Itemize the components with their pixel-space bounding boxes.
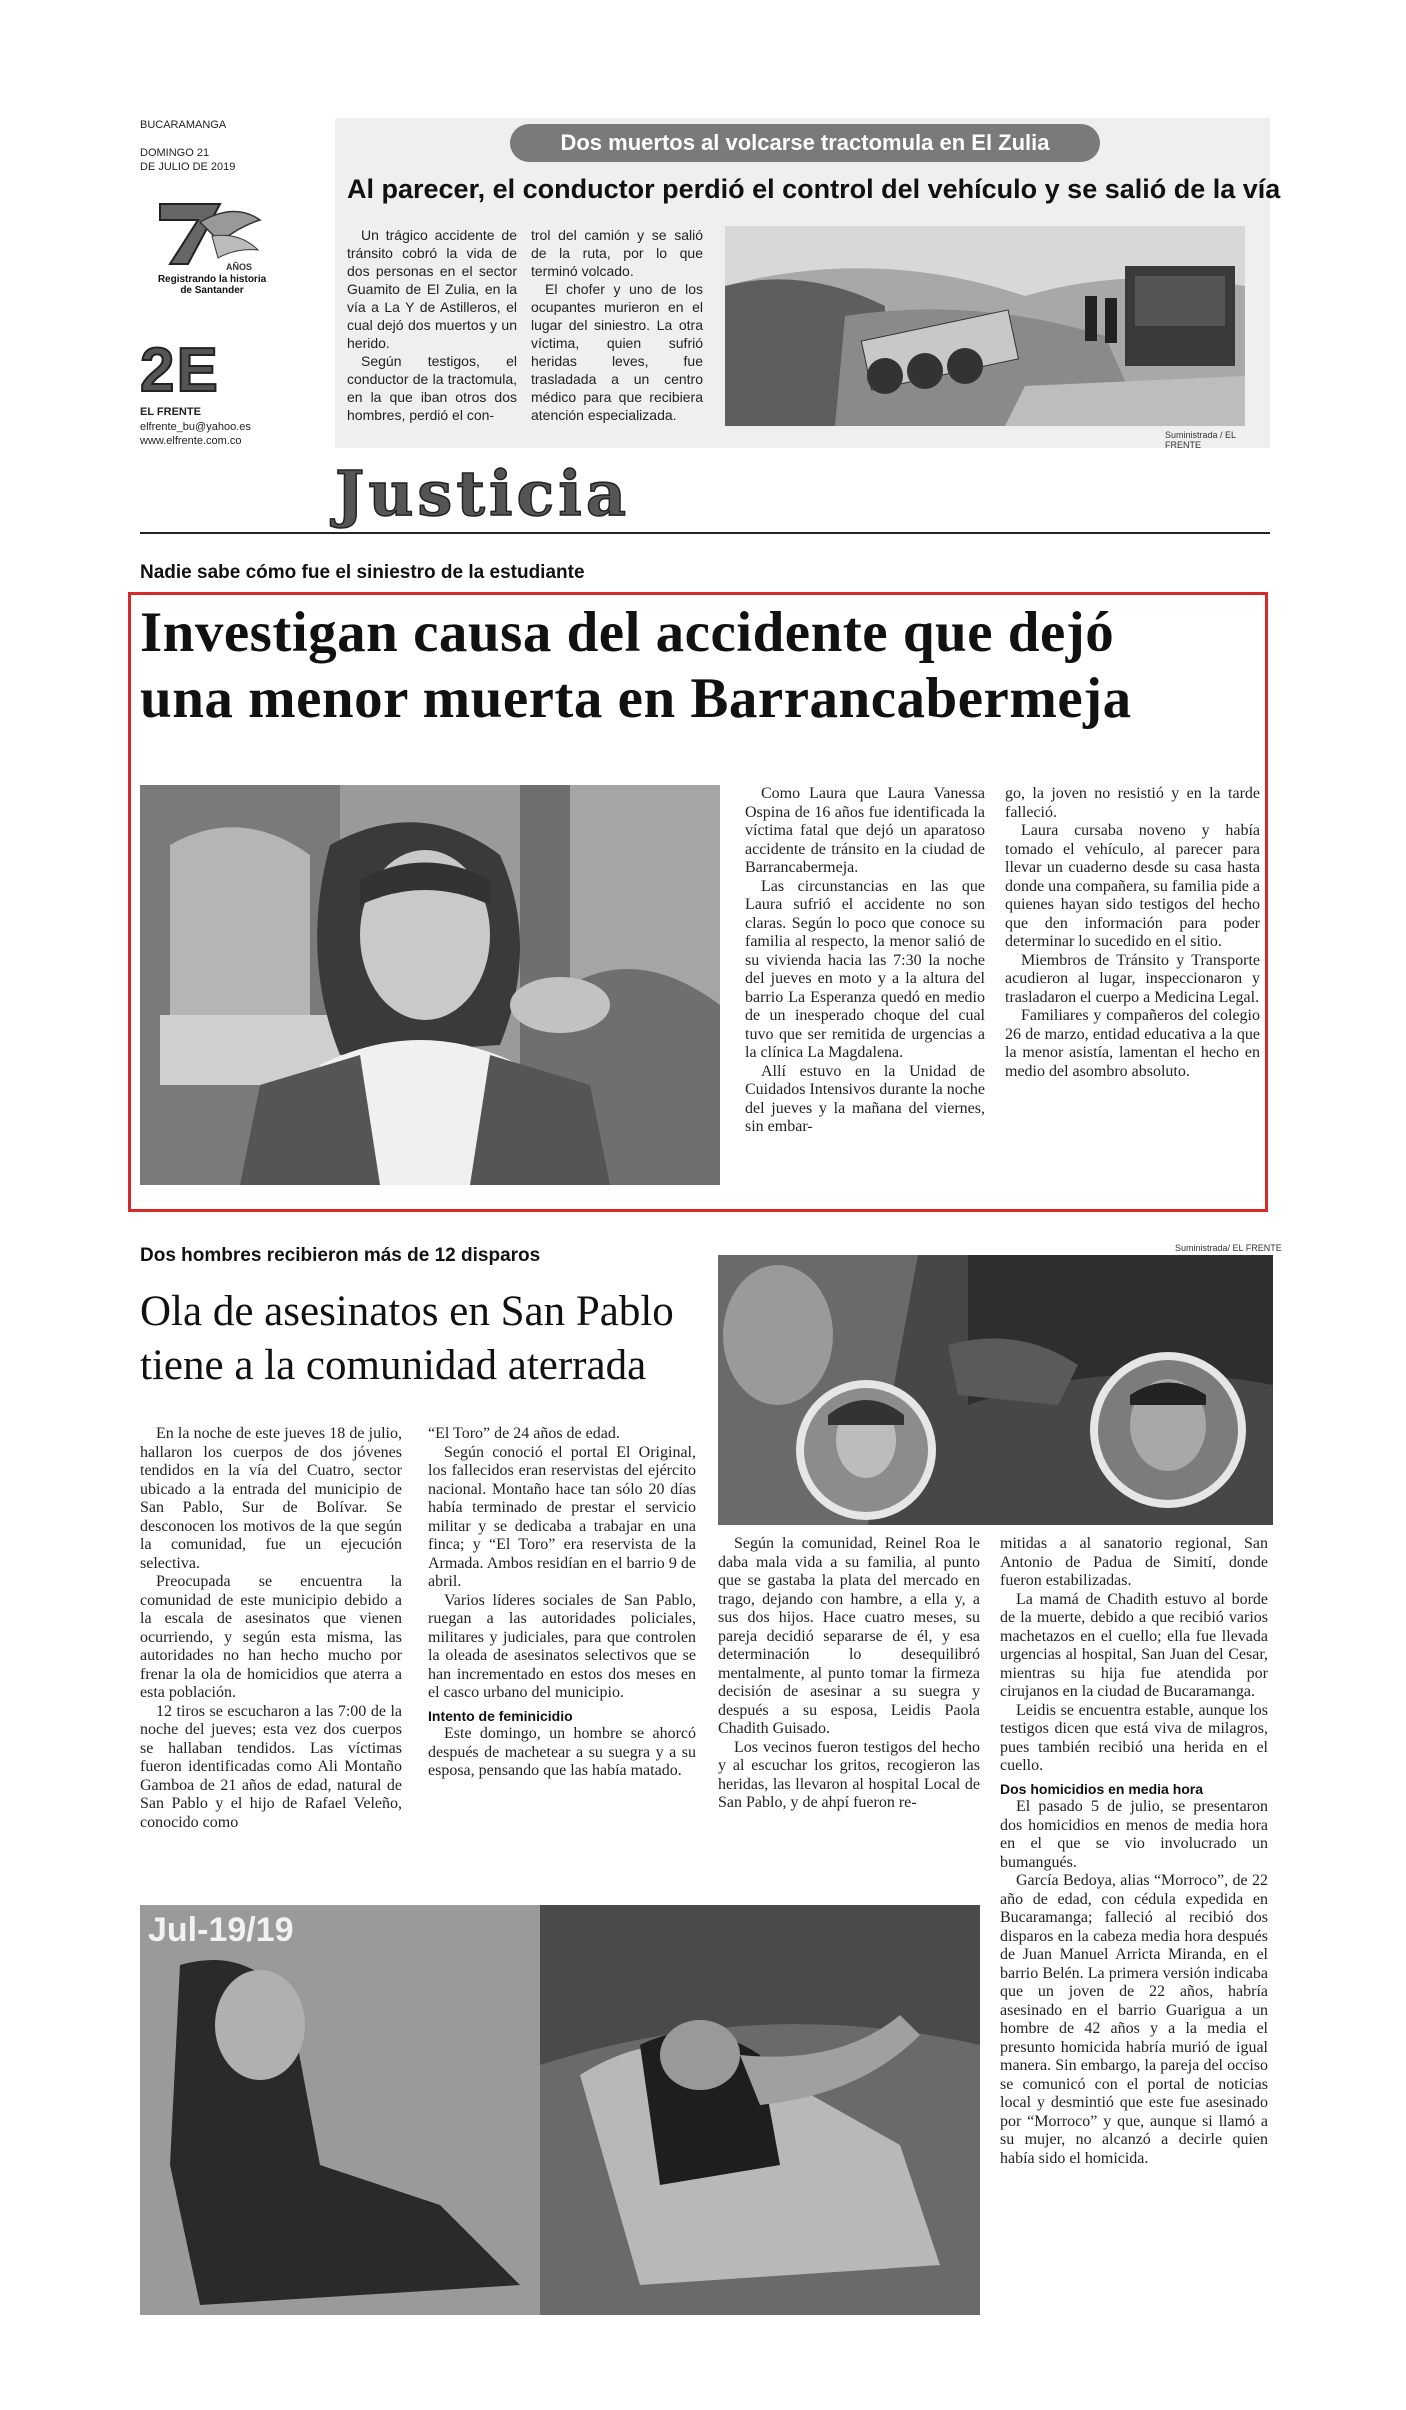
paragraph: go, la joven no resistió y en la tarde falleció. [1005,785,1260,821]
paragraph: 12 tiros se escucharon a las 7:00 de la noche del jueves; esta vez dos cuerpos se hallaban tendidos. Las víctimas fueron identificadas como Ali Montaño Gamboa de 21 años de edad, natural de San Pablo y el hijo de Rafael Veleño, conocido como [140,1702,402,1831]
top-story-headline: Al parecer, el conductor perdió el control del vehículo y se salió de la vía [347,174,1281,204]
paragraph: Allí estuvo en la Unidad de Cuidados Intensivos durante la noche del jueves y la mañana del viernes, sin embar- [745,1062,985,1135]
paragraph: Varios líderes sociales de San Pablo, ruegan a las autoridades policiales, militares y judiciales, para que controlen la oleada de asesinatos selectivos que se han incrementado en estos dos meses en el casco urbano del municipio. [428,1591,696,1701]
paragraph: mitidas a al sanatorio regional, San Antonio de Padua de Simití, donde fueron estabilizadas. [1000,1535,1268,1589]
paragraph: El chofer y uno de los ocupantes murieron en el lugar del siniestro. La otra víctima, quien sufrió heridas leves, fue trasladada a un centro médico para que recibiera atención especializada. [531,281,703,423]
paragraph: Leidis se encuentra estable, aunque los testigos dicen que está viva de milagros, pues también recibió una herida en el cuello. [1000,1701,1268,1774]
student-portrait-illustration [140,785,720,1185]
section-title: Justicia [335,457,630,530]
paragraph: Como Laura que Laura Vanessa Ospina de 16 años fue identificada la víctima fatal que dejó un aparatoso accidente de tránsito en la ciudad de Barrancabermeja. [745,785,985,876]
subheading-feminicidio: Intento de feminicidio [428,1707,573,1724]
top-story-box [335,118,1281,450]
top-photo-credit: Suministrada / EL FRENTE [1165,430,1236,450]
truck-accident-illustration [725,226,1245,426]
paragraph: Familiares y compañeros del colegio 26 de marzo, entidad educativa a la que la menor asistía, lamentan el hecho en medio del asombro absoluto. [1005,1007,1260,1080]
paragraph: Los vecinos fueron testigos del hecho y al escuchar los gritos, recogieron las heridas, las llevaron al hospital Local de San Pablo, y de ahpí fueron re- [718,1738,980,1811]
second-story-col-3 [718,1535,980,1813]
paragraph: Según testigos, el conductor de la tractomula, en la que iban otros dos hombres, perdió el con- [347,353,517,423]
top-story-col-2 [531,226,703,424]
date-line-2: DE JULIO DE 2019 [140,161,236,173]
second-photo-credit: Suministrada/ EL FRENTE [1175,1243,1282,1253]
victims-collage-illustration [718,1255,1273,1525]
paragraph: Las circunstancias en las que Laura sufrió el accidente no son claras. Según lo poco que conoce su familia al respecto, la menor salió de su vivienda hacia las 7:30 la noche del jueves en moto y a la altura del barrio La Esperanza quedó en medio de un inesperado choque del cual tuvo que ser remitida de urgencias a la clínica La Magdalena. [745,877,985,1061]
date-line-1: DOMINGO 21 [140,147,210,159]
photo-date-stamp: Jul-19/19 [148,1911,294,1949]
paragraph: La mamá de Chadith estuvo al borde de la muerte, debido a que recibió varios machetazos en el cuello; ella fue llevada urgencias al hospital, San Juan del Cesar, mientras su hija fue atendida por cirujanos en la ciudad de Bucaramanga. [1000,1590,1268,1700]
paragraph: Laura cursaba noveno y había tomado el vehículo, al parecer para llevar un cuaderno desde su casa hasta donde una compañera, su familia pide a quienes hayan sido testigos del hecho que den información para poder determinar lo sucedido en el sitio. [1005,822,1260,950]
second-story-col-1 [140,1425,402,1832]
headline-line-2: una menor muerta en Barrancabermeja [140,667,1132,730]
crime-scene-illustration [140,1905,980,2315]
page-number: 2E [140,336,220,405]
paragraph: El pasado 5 de julio, se presentaron dos homicidios en menos de media hora en el que se vio involucrado un bumangués. [1000,1798,1268,1871]
lead-story-kicker: Nadie sabe cómo fue el siniestro de la estudiante [140,562,585,583]
headline-line-1: Investigan causa del accidente que dejó [140,601,1115,664]
second-story-kicker: Dos hombres recibieron más de 12 disparos [140,1245,541,1266]
lead-story-col-1 [745,785,985,1137]
paragraph: Miembros de Tránsito y Transporte acudieron al lugar, inspeccionaron y trasladaron el cuerpo a Medicina Legal. [1005,951,1260,1006]
email-link[interactable]: elfrente_bu@yahoo.es [140,421,251,433]
website-link[interactable]: www.elfrente.com.co [140,435,242,447]
paragraph: “El Toro” de 24 años de edad. [428,1425,620,1442]
headline-line-1: Ola de asesinatos en San Pablo [140,1288,674,1335]
top-story-kicker: Dos muertos al volcarse tractomula en El Zulia [510,124,1100,162]
victims-collage-photo [718,1255,1273,1525]
paragraph: Según conoció el portal El Original, los fallecidos eran reservistas del ejército nacional. Montaño hace tan sólo 20 días había terminado de prestar el servicio militar y se dedicaba a trabajar en una finca; y “El Toro” era reservista de la Armada. Ambos residían en el barrio 9 de abril. [428,1443,696,1590]
student-photo [140,785,720,1185]
lead-story-col-2 [1005,785,1260,1081]
second-story-headline [140,1285,720,1393]
lead-story-headline [140,600,1260,732]
top-story-col-1 [347,226,517,424]
subheading-homicidios: Dos homicidios en media hora [1000,1780,1204,1797]
crime-scene-photo [140,1905,980,2315]
paragraph: Este domingo, un hombre se ahorcó después de machetear a su suegra y a su esposa, pensando que las había matado. [428,1725,696,1779]
paper-name: EL FRENTE [140,406,201,418]
anniversary-logo [140,192,270,302]
logo-tagline-1: Registrando la historia [157,274,267,285]
paragraph: En la noche de este jueves 18 de julio, hallaron los cuerpos de dos jóvenes tendidos en la vía del Cuatro, sector ubicado a la entrada del municipio de San Pablo, Sur de Bolívar. Se desconocen los motivos de la que según la comunidad, fue un ejecución selectiva. [140,1425,402,1572]
paragraph: García Bedoya, alias “Morroco”, de 22 año de edad, con cédula expedida en Bucaramanga; falleció al recibió dos disparos en la cabeza media hora después de Juan Manuel Arricta Miranda, en el barrio Belén. La primera versión indicaba que un joven de 22 años, habría asesinado en el barrio Guarigua a un hombre de 42 años y a la media el presunto homicida habría murió de igual manera. Sin embargo, la pareja del occiso se comunicó con el portal de noticias local y desmintió que este fue asesinado por “Morroco” y que, aunque si llamó a su mujer, no alcanzó a decirle quien había sido el homicida. [1000,1872,1268,2167]
paragraph: Según la comunidad, Reinel Roa le daba mala vida a su familia, al punto que se gastaba la plata del mercado en trago, dejando con hambre, a ella y, a sus dos hijos. Hace cuatro meses, su pareja decidió separarse de él, y esa determinación lo desequilibró mentalmente, al punto tomar la firmeza decisión de asesinar a su suegra y después a su esposa, Leidis Paola Chadith Guisado. [718,1535,980,1737]
city-label: BUCARAMANGA [140,119,227,131]
section-rule [140,532,1270,534]
logo-anos: AÑOS [226,262,253,272]
second-story-col-4 [1000,1535,1268,2168]
truck-accident-photo [725,226,1245,426]
paragraph: trol del camión y se salió de la ruta, por lo que terminó volcado. [531,227,703,279]
second-story-col-2 [428,1425,696,1781]
paragraph: Preocupada se encuentra la comunidad de este municipio debido a la escala de asesinatos que vienen ocurriendo, y según esta misma, las autoridades no han hecho mucho por frenar la ola de homicidios que aterra a esta población. [140,1573,402,1701]
paragraph: Un trágico accidente de tránsito cobró la vida de dos personas en el sector Guamito de El Zulia, en la vía a La Y de Astilleros, el cual dejó dos muertos y un herido. [347,227,517,351]
headline-line-2: tiene a la comunidad aterrada [140,1342,647,1389]
logo-tagline-2: de Santander [180,285,244,296]
